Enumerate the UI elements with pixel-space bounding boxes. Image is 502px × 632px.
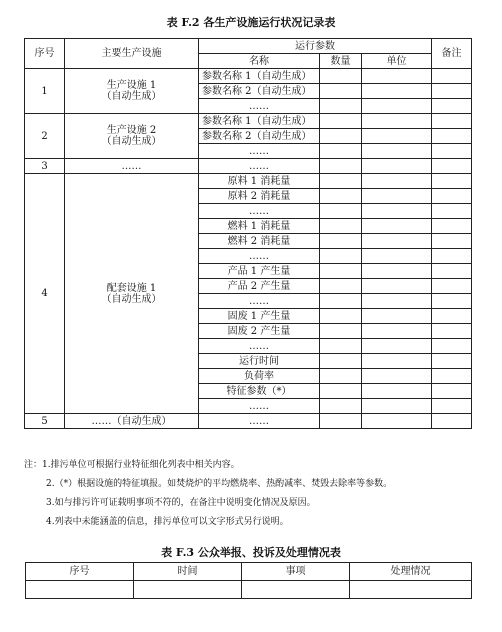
param-remark [432,339,472,354]
param-quantity [320,279,362,294]
note-line: 注：1.排污单位可根据行业特征细化列表中相关内容。 [24,460,240,470]
param-name: 运行时间 [199,354,320,369]
param-remark [432,264,472,279]
param-quantity [320,354,362,369]
param-unit [362,264,432,279]
param-quantity [320,69,362,84]
param-unit [362,219,432,234]
param-unit [362,279,432,294]
param-quantity [320,219,362,234]
param-unit [362,204,432,219]
header-unit: 单位 [362,54,432,69]
row-facility: 生产设施 2 （自动生成） [65,114,199,159]
param-remark [432,384,472,399]
param-name: …… [199,144,320,159]
param-remark [432,354,472,369]
param-quantity [320,414,362,429]
table-row [25,414,472,429]
row-seq: 1 [25,69,65,114]
param-quantity [320,84,362,99]
header-seq: 序号 [25,39,65,69]
param-unit [362,249,432,264]
table-header-row [26,563,472,581]
param-unit [362,159,432,174]
param-name: 参数名称 2（自动生成） [199,129,320,144]
note-line: 2.（*）根据设施的特征填报。如焚烧炉的平均燃烧率、热酌减率、焚毁去除率等参数。 [46,479,393,489]
param-remark [432,204,472,219]
param-remark [432,174,472,189]
param-name: 参数名称 1（自动生成） [199,69,320,84]
param-remark [432,249,472,264]
param-quantity [320,114,362,129]
param-remark [432,294,472,309]
param-unit [362,339,432,354]
header-matter: 事项 [242,563,350,581]
param-quantity [320,159,362,174]
table-row [25,114,472,129]
param-remark [432,369,472,384]
param-quantity [320,264,362,279]
param-unit [362,84,432,99]
header-handling: 处理情况 [350,563,472,581]
param-unit [362,144,432,159]
param-quantity [320,294,362,309]
param-remark [432,114,472,129]
table-cell [350,581,472,599]
param-name: 参数名称 2（自动生成） [199,84,320,99]
param-name: 燃料 2 消耗量 [199,234,320,249]
header-name: 名称 [199,54,320,69]
header-time: 时间 [134,563,242,581]
param-name: …… [199,414,320,429]
table-row [25,69,472,84]
param-name: …… [199,249,320,264]
param-name: 燃料 1 消耗量 [199,219,320,234]
row-seq: 5 [25,414,65,429]
public-complaints-table [25,562,472,599]
param-name: 特征参数（*） [199,384,320,399]
table-cell [134,581,242,599]
param-unit [362,234,432,249]
param-remark [432,324,472,339]
param-remark [432,99,472,114]
row-facility: ……（自动生成） [65,414,199,429]
param-quantity [320,144,362,159]
param-name: …… [199,339,320,354]
param-name: …… [199,294,320,309]
param-name: …… [199,159,320,174]
param-name: 原料 1 消耗量 [199,174,320,189]
param-name: 参数名称 1（自动生成） [199,114,320,129]
table-notes [24,456,484,532]
param-unit [362,189,432,204]
param-unit [362,414,432,429]
param-name: 固废 1 产生量 [199,309,320,324]
param-quantity [320,309,362,324]
param-quantity [320,204,362,219]
param-unit [362,324,432,339]
row-facility: 生产设施 1 （自动生成） [65,69,199,114]
row-facility: …… [65,159,199,174]
param-remark [432,84,472,99]
row-seq: 4 [25,174,65,414]
param-remark [432,399,472,414]
row-seq: 2 [25,114,65,159]
param-unit [362,294,432,309]
param-quantity [320,324,362,339]
header-quantity: 数量 [320,54,362,69]
header-operation-params: 运行参数 [199,39,432,54]
param-remark [432,69,472,84]
row-facility: 配套设施 1 （自动生成） [65,174,199,414]
param-remark [432,309,472,324]
param-name: 固废 2 产生量 [199,324,320,339]
header-facility: 主要生产设施 [65,39,199,69]
header-seq: 序号 [26,563,134,581]
param-unit [362,384,432,399]
param-name: 产品 1 产生量 [199,264,320,279]
facility-operation-table [24,38,472,429]
param-name: 原料 2 消耗量 [199,189,320,204]
table-cell [26,581,134,599]
table-f2-title: 表 F.2 各生产设施运行状况记录表 [166,16,336,29]
param-quantity [320,129,362,144]
param-unit [362,114,432,129]
param-remark [432,144,472,159]
param-quantity [320,174,362,189]
note-line: 4.列表中未能涵盖的信息，排污单位可以文字形式另行说明。 [46,517,289,527]
param-remark [432,279,472,294]
table-row [25,174,472,189]
param-unit [362,354,432,369]
note-line: 3.如与排污许可证载明事项不符的，在备注中说明变化情况及原因。 [46,498,316,508]
param-unit [362,309,432,324]
table-row [25,159,472,174]
header-remark: 备注 [432,39,472,69]
param-remark [432,129,472,144]
param-unit [362,399,432,414]
param-remark [432,414,472,429]
param-name: …… [199,399,320,414]
param-unit [362,129,432,144]
table-row [26,581,472,599]
param-quantity [320,399,362,414]
table-cell [242,581,350,599]
param-quantity [320,369,362,384]
param-quantity [320,234,362,249]
param-name: …… [199,204,320,219]
param-unit [362,69,432,84]
row-seq: 3 [25,159,65,174]
param-quantity [320,249,362,264]
param-unit [362,174,432,189]
param-quantity [320,99,362,114]
param-remark [432,159,472,174]
param-name: …… [199,99,320,114]
param-quantity [320,189,362,204]
table-f3-title: 表 F.3 公众举报、投诉及处理情况表 [161,546,341,559]
param-name: 产品 2 产生量 [199,279,320,294]
param-remark [432,189,472,204]
param-remark [432,219,472,234]
param-name: 负荷率 [199,369,320,384]
param-quantity [320,384,362,399]
param-unit [362,99,432,114]
table-header-row [25,39,472,54]
param-unit [362,369,432,384]
param-remark [432,234,472,249]
param-quantity [320,339,362,354]
